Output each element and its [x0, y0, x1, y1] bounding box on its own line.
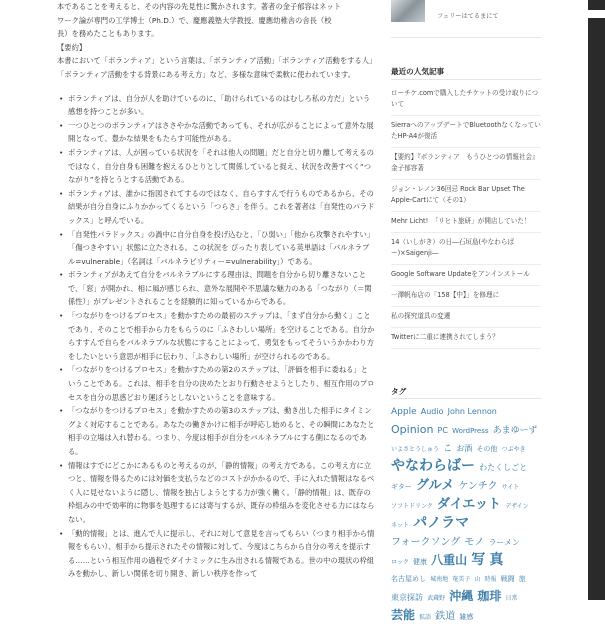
divider [391, 398, 541, 399]
recent-post-link[interactable]: 私の探究道具の変遷 [391, 307, 541, 328]
tag-link[interactable]: 鉄道 [435, 611, 456, 622]
tag-link[interactable]: つぶやき [501, 446, 526, 453]
tag-link[interactable]: いよさとうしゅう [391, 446, 440, 453]
summary-bullet-list [57, 92, 375, 581]
tag-link[interactable]: 沖縄 [449, 589, 474, 603]
tag-link[interactable]: 日常 [505, 595, 518, 602]
recent-post-link[interactable]: 【要約】『ボランティア もうひとつの情報社会』 金子郁容著 [391, 148, 541, 180]
summary-text: 本書において「ボランティア」という言葉は、「ボランティア活動」「ボランティア活動をする人」「ボランティア活動をする背景にある考え方」など、多様な意味で柔軟に使われています。 [57, 56, 373, 79]
tag-link[interactable]: 拡語 [419, 614, 432, 621]
recent-post-link[interactable]: Mehr Licht! 「リヒト旅研」が開店していた！ [391, 212, 541, 233]
tag-link[interactable]: ギター [391, 483, 412, 491]
recent-post-link[interactable]: Twitterに二重に連携されてしまう？ [391, 328, 541, 349]
intro-line: 長）を務めたこともあります。 [57, 29, 159, 39]
tag-link[interactable]: 八重山 [431, 553, 468, 567]
summary-heading: 【要約】 [57, 42, 87, 52]
tag-cloud [391, 403, 543, 626]
bullet-item: • 情報はすでにどこかにあるものと考えるのが、「静的情報」の考え方である。この考え方に立つと、情報を得るためには対価を支払うなどのコストがかかるので、手に入れた情報はなるべく人に見せないように隠し、情報を独占しようとする力が強く働く。「静的情報」は、既存の枠組みの中で効率的に物事を処理するには寄与するが、既存の枠組みを変化させる力にはならない。 [57, 459, 375, 527]
tags-title: タグ [391, 387, 407, 396]
tag-link[interactable]: わたくしごと [479, 463, 528, 472]
recent-post-link[interactable]: SierraへのアップデートでBluetoothなくなっていたHP-A4が復活 [391, 116, 541, 148]
tag-link[interactable]: 東京探訪 [391, 593, 423, 602]
tag-link[interactable]: 武蔵野 [427, 595, 446, 602]
tag-link[interactable]: パノラマ [413, 515, 470, 531]
article-body [57, 0, 375, 581]
bullet-item: • 「つながりをつけるプロセス」を動かすための第3のステップは、動き出した相手にタイミングよく対応することである。あなたの働きかけに相手が呼応し始めると、その瞬間にあなたと相手の立場は入れ替わる。つまり、今度は相手が自分をバルネラブルにする側になるのである。 [57, 404, 375, 458]
tag-link[interactable]: 山 [474, 576, 481, 583]
tag-link[interactable]: Audio [420, 407, 444, 416]
recent-post-link[interactable]: Google Software Updateをアンインストール [391, 265, 541, 286]
recent-post-link[interactable]: 一澤帆布店の「158【中】」を修理に [391, 286, 541, 307]
tag-link[interactable]: あまゆーず [492, 426, 538, 436]
tag-link[interactable]: 城南地 [430, 576, 449, 583]
divider [391, 79, 541, 80]
tag-link[interactable]: 写 [471, 552, 486, 568]
tag-link[interactable]: 雑感 [459, 613, 474, 621]
tag-link[interactable]: モノ [464, 537, 485, 548]
bullet-item: • 「動的情報」とは、進んで人に提示し、それに対して意見を言ってもらい（つまり相手から情報をもらい）、相手から提示されたその情報に対して、今度はこちらから自分の考えを提示する……という相互作用の過程でダイナミックに生み出される情報である。世の中の現状の枠組みを動かし、新しい関係を切り開き、新しい秩序を作って [57, 527, 375, 581]
bullet-item: • 「つながりをつけるプロセス」を動かすための第2のステップは、「評価を相手に委ねる」ということである。これは、相手を自分の決めたとおり行動させようとしたり、相互作用のプロセスを自分の思惑どおり運ぼうとしないということを意味する。 [57, 363, 375, 404]
recent-posts-title: 最近の人気記事 [391, 67, 445, 76]
tag-link[interactable]: ネット [391, 522, 410, 529]
tag-link[interactable]: その他 [476, 445, 498, 453]
tag-link[interactable]: ロック [391, 559, 409, 566]
tag-link[interactable]: Apple [391, 407, 417, 417]
thumbnail-caption[interactable]: フェリーはてるまにて [437, 13, 499, 20]
bullet-item: • ボランティアは、人が困っている状況を「それは他人の問題」だと自分と切り離して考えるのではなく、自分自身も困難を抱えるひとりとして関係していると捉え、状況を改善すべく“つながり”を持とうとする活動である。 [57, 146, 375, 187]
photo-thumbnail[interactable] [391, 0, 425, 22]
tag-link[interactable]: こ [443, 444, 453, 454]
tag-link[interactable]: グルメ [416, 478, 455, 493]
tag-link[interactable]: 芸能 [391, 608, 416, 622]
tag-link[interactable]: お酒 [456, 444, 473, 453]
divider [391, 37, 541, 38]
tag-link[interactable]: 時報 [484, 576, 497, 583]
intro-line: 本であることを考えると、その内容の先見性に驚かされます。著者の金子郁容はネット [57, 2, 341, 11]
tag-link[interactable]: サイト [501, 484, 520, 491]
edge-notch [588, 10, 605, 18]
tag-link[interactable]: Opinion [391, 423, 434, 436]
bullet-item: • ボランティアは、自分が人を助けているのに、「助けられているのはむしろ私の方だ」という感想を持つことが多い。 [57, 92, 375, 119]
tag-link[interactable]: ソフトドリンク [391, 503, 433, 510]
tag-link[interactable]: 真 [489, 552, 504, 568]
recent-post-link[interactable]: ジョン・レノン36回忌 Rock Bar Upset The Apple-Cartにて（その1） [391, 180, 541, 212]
recent-post-link[interactable]: ローチケ.comで購入したチケットの受け取りについて [391, 84, 541, 116]
window-edge [588, 0, 605, 600]
recent-posts-list [391, 84, 541, 349]
tag-link[interactable]: 健康 [413, 558, 427, 566]
tag-link[interactable]: 旅 [518, 575, 526, 583]
tag-link[interactable]: WordPress [452, 427, 489, 435]
bullet-item: • ボランティアがあえて自分をバルネラブルにする理由は、問題を自分から切り離さないことで、「窓」が開かれ、相に風が感じられ、意外な展開や不思議な魅力のある「つながり（＝関係性）」がプレゼントされることを経験的に知っているからである。 [57, 268, 375, 309]
tag-link[interactable]: ダイエット [437, 497, 501, 512]
recent-post-link[interactable]: 14（いしがき）の日―石垣島(やなわらばー)×Saigenji― [391, 233, 541, 265]
intro-line: ワーク論が専門の工学博士（Ph.D.）で、慶應義塾大学教授、慶應幼稚舎の舎長（校 [57, 15, 332, 25]
tag-link[interactable]: ケンチク [458, 481, 498, 492]
bullet-item: • 一つひとつのボランティアはささやかな活動であっても、それが広がることによって意外な展開となって、豊かな結果をもたらす可能性がある。 [57, 119, 375, 146]
tag-link[interactable]: 名古屋めし [391, 575, 426, 583]
bullet-item: • 「つながりをつけるプロセス」を動かすための最初のステップは、「まず自分から動く」ことであり、そのことで相手から力をもらうのに「ふさわしい場所」を空けることである。自分からすすんで自らをバルネラブルな状態にすることによって、勇気をもってそういうかかわり方をしたいという意思が相手に伝わり、「ふさわしい場所」が空けられるのである。 [57, 309, 375, 363]
tag-link[interactable]: ラーメン [488, 538, 521, 547]
intro-paragraph [57, 0, 375, 41]
tag-link[interactable]: John Lennon [447, 407, 497, 416]
tag-link[interactable]: デザイン [505, 503, 529, 510]
tag-link[interactable]: PC [437, 426, 448, 435]
tag-link[interactable]: やなわらばー [391, 458, 475, 474]
bullet-item: • 「自発性パラドックス」の渦中に自分自身を投げ込むと、「ひ弱い」「他から攻撃されやすい」「傷つきやすい」状態に立たされる。この状況を ぴったり表している英単語は「バルネラブル=vulnerable」（名詞は「バルネラビリティー=vulnerability」）である。 [57, 228, 375, 269]
tag-link[interactable]: 珈琲 [477, 589, 502, 603]
tag-link[interactable]: 奄美子 [452, 576, 471, 583]
bullet-item: • ボランティアは、誰かに指図されてするのではなく、自らすすんで行うものであるから、その結果が自分自身にふりかかってくるという「つらさ」を伴う。これを著者は「自発性のパラドックス」と呼んでいる。 [57, 187, 375, 228]
tag-link[interactable]: 戦闘 [500, 575, 515, 583]
tag-link[interactable]: フォークソング [391, 537, 461, 548]
